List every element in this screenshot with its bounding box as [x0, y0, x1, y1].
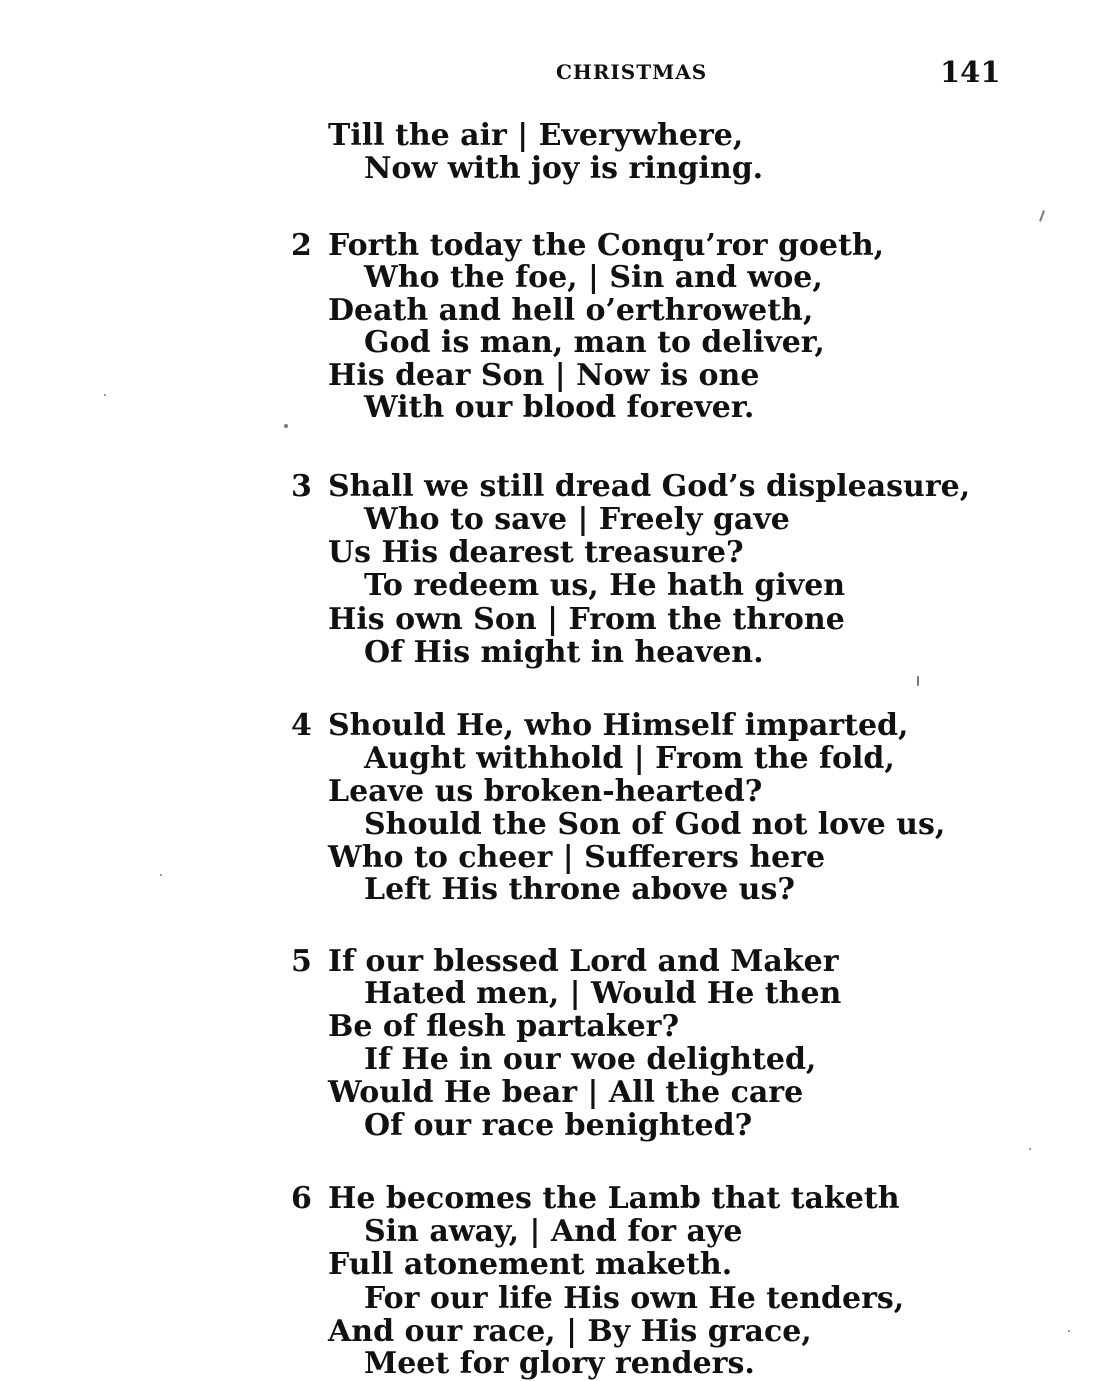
verse-line: Left His throne above us? — [364, 872, 795, 907]
verse-line: Who to cheer | Sufferers here — [328, 840, 826, 875]
verse-line: If our blessed Lord and Maker — [328, 944, 839, 979]
verse-number: 3 — [291, 469, 312, 504]
verse-line: Death and hell o’erthroweth, — [328, 293, 814, 328]
verse-line: For our life His own He tenders, — [364, 1281, 905, 1316]
verse-line: God is man, man to deliver, — [364, 325, 825, 360]
verse-line: Would He bear | All the care — [328, 1075, 804, 1110]
verse-line: Should the Son of God not love us, — [364, 807, 946, 842]
verse-line: Of His might in heaven. — [364, 635, 764, 670]
verse-line: Meet for glory renders. — [364, 1346, 755, 1381]
verse-line: To redeem us, He hath given — [364, 568, 846, 603]
scan-speck — [1029, 1148, 1031, 1150]
verse-line: His own Son | From the throne — [328, 602, 845, 637]
verse-line: Till the air | Everywhere, — [328, 118, 744, 153]
verse-line: Should He, who Himself imparted, — [328, 708, 909, 743]
verse-line: Hated men, | Would He then — [364, 976, 842, 1011]
verse-number: 5 — [291, 944, 312, 979]
verse-line: Who to save | Freely gave — [364, 502, 790, 537]
running-title: CHRISTMAS — [556, 60, 708, 84]
verse-line: Forth today the Conqu’ror goeth, — [328, 228, 885, 263]
verse-line: With our blood forever. — [364, 390, 755, 425]
verse-line: His dear Son | Now is one — [328, 358, 760, 393]
verse-line: Full atonement maketh. — [328, 1247, 733, 1282]
scan-speck — [284, 424, 288, 428]
verse-line: He becomes the Lamb that taketh — [328, 1181, 900, 1216]
verse-line: Shall we still dread God’s displeasure, — [328, 469, 971, 504]
scan-speck — [160, 874, 162, 876]
verse-line: Now with joy is ringing. — [364, 151, 764, 186]
verse-line: Be of flesh partaker? — [328, 1009, 680, 1044]
verse-line: Leave us broken-hearted? — [328, 774, 763, 809]
verse-line: Us His dearest treasure? — [328, 535, 744, 570]
scan-speck — [917, 676, 919, 686]
verse-line: If He in our woe delighted, — [364, 1042, 817, 1077]
verse-line: Aught withhold | From the fold, — [364, 741, 895, 776]
verse-line: Sin away, | And for aye — [364, 1214, 743, 1249]
verse-line: Of our race benighted? — [364, 1108, 753, 1143]
verse-number: 6 — [291, 1181, 312, 1216]
verse-number: 2 — [291, 228, 312, 263]
verse-number: 4 — [291, 708, 312, 743]
verse-line: Who the foe, | Sin and woe, — [364, 260, 823, 295]
verse-line: And our race, | By His grace, — [328, 1314, 812, 1349]
scan-speck — [1039, 210, 1045, 222]
page-number: 141 — [940, 55, 1001, 89]
scan-speck — [1068, 1330, 1070, 1332]
scan-speck — [104, 394, 106, 396]
